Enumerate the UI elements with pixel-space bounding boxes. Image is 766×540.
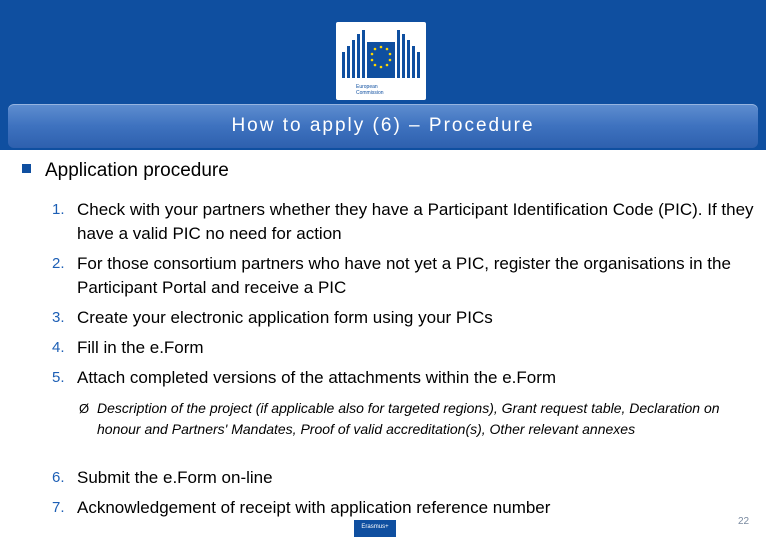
arrow-bullet-icon: Ø — [79, 401, 90, 416]
european-commission-logo — [336, 22, 426, 100]
list-item-number: 1. — [52, 201, 65, 218]
list-item-text: Check with your partners whether they have a Participant Identification Code (PIC). If they have a valid PIC no need for action — [77, 200, 754, 243]
section-heading — [22, 160, 229, 182]
list-item-number: 5. — [52, 369, 65, 386]
list-item-text: Submit the e.Form on-line — [77, 468, 273, 487]
logo-caption — [356, 84, 406, 96]
erasmus-plus-logo — [354, 520, 396, 537]
list-item — [52, 466, 757, 490]
list-item-text: Attach completed versions of the attachments within the e.Form — [77, 368, 557, 387]
list-item-number: 2. — [52, 255, 65, 272]
list-item-text: Acknowledgement of receipt with application reference number — [77, 498, 551, 517]
list-item — [52, 336, 757, 360]
list-item — [52, 496, 757, 520]
list-item-text: Create your electronic application form using your PICs — [77, 308, 493, 327]
list-item-number: 4. — [52, 339, 65, 356]
list-item — [52, 252, 757, 300]
square-bullet-icon — [22, 164, 31, 173]
list-item-number: 3. — [52, 309, 65, 326]
list-item-text: Fill in the e.Form — [77, 338, 204, 357]
list-item-text: For those consortium partners who have not yet a PIC, register the organisations in the Participant Portal and receive a PIC — [77, 254, 731, 297]
logo-text-line-1: European — [356, 84, 378, 90]
slide-title: How to apply (6) – Procedure — [231, 115, 535, 136]
logo-text-line-2: Commission — [356, 90, 384, 96]
list-item — [52, 306, 757, 330]
erasmus-logo-text: Erasmus+ — [361, 524, 389, 530]
section-heading-text: Application procedure — [45, 160, 229, 181]
sub-bullet — [79, 398, 749, 440]
sub-bullet-text: Description of the project (if applicable also for targeted regions), Grant request table, Declaration on honour and Partners' Mandates, Proof of valid accreditation(s), Other relevant annexes — [97, 400, 720, 437]
list-item-number: 7. — [52, 499, 65, 516]
list-item — [52, 366, 757, 390]
list-item — [52, 198, 757, 246]
list-item-number: 6. — [52, 469, 65, 486]
title-banner — [8, 104, 758, 148]
page-number: 22 — [738, 516, 750, 527]
